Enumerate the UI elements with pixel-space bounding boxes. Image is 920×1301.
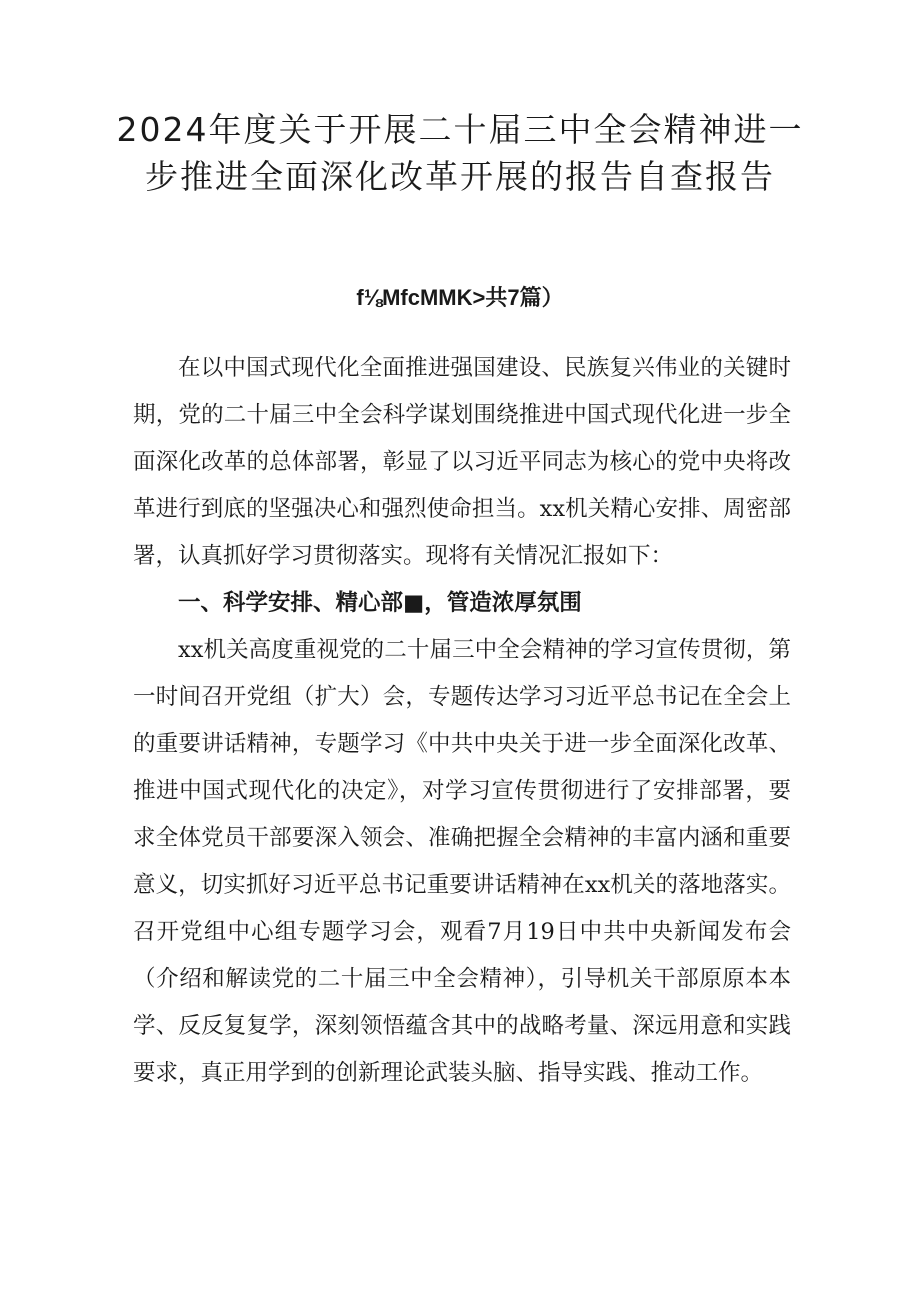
document-subtitle: f⅛MfcMMK>共7篇） — [356, 285, 564, 310]
document-title: 2024年度关于开展二十届三中全会精神进一步推进全面深化改革开展的报告自查报告 — [116, 110, 804, 196]
section-heading: 一、科学安排、精心部■，管造浓厚氛围 — [178, 590, 582, 616]
section-paragraph: xx机关高度重视党的二十届三中全会精神的学习宣传贯彻，第一时间召开党组（扩大）会，专题传达学习习近平总书记在全会上的重要讲话精神，专题学习《中共中央关于进一步全面深化改革、推进中国式现代化的决定》，对学习宣传贯彻进行了安排部署，要求全体党员干部要深入领会、准确把握全会精神的丰富内涵和重要意义，切实抓好习近平总书记重要讲话精神在xx机关的落地落实。召开党组中心组专题学习会，观看7月19日中共中央新闻发布会（介绍和解读党的二十届三中全会精神），引导机关干部原原本本学、反反复复学，深刻领悟蕴含其中的战略考量、深远用意和实践要求，真正用学到的创新理论武装头脑、指导实践、推动工作。 — [133, 637, 791, 1086]
intro-paragraph: 在以中国式现代化全面推进强国建设、民族复兴伟业的关键时期，党的二十届三中全会科学谋划围绕推进中国式现代化进一步全面深化改革的总体部署，彰显了以习近平同志为核心的党中央将改革进行到底的坚强决心和强烈使命担当。xx机关精心安排、周密部署，认真抓好学习贯彻落实。现将有关情况汇报如下： — [133, 355, 791, 569]
document-body — [133, 345, 791, 1097]
